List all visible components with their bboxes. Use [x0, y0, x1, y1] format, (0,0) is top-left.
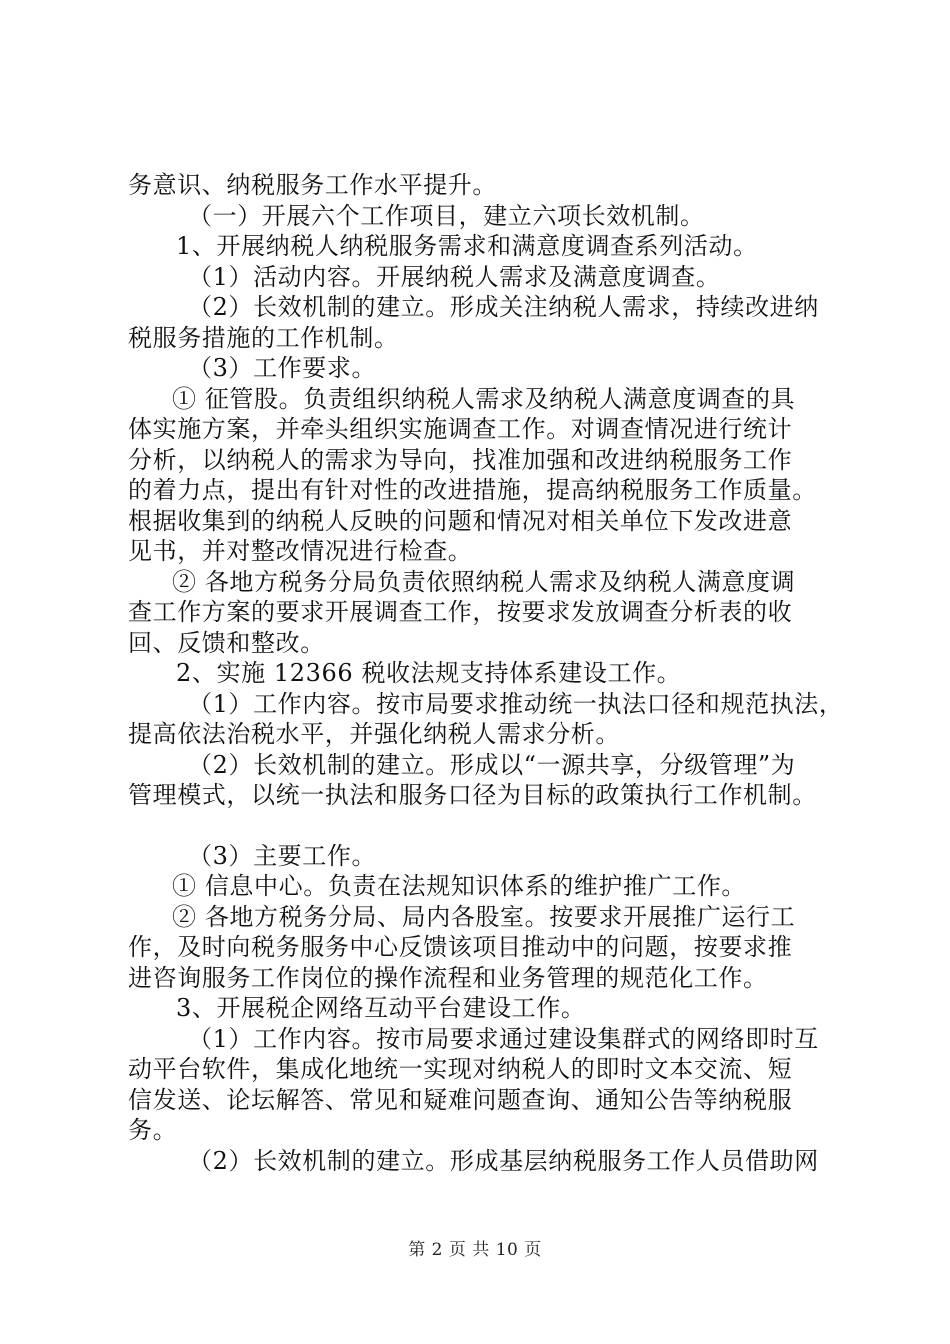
text-line: 动平台软件，集成化地统一实现对纳税人的即时文本交流、短 — [128, 1055, 793, 1083]
text-line: 务意识、纳税服务工作水平提升。 — [128, 171, 497, 199]
text-line: 作，及时向税务服务中心反馈该项目推动中的问题，按要求推 — [128, 933, 793, 961]
text-line: 的着力点，提出有针对性的改进措施，提高纳税服务工作质量。 — [128, 476, 817, 504]
text-line: 查工作方案的要求开展调查工作，按要求发放调查分析表的收 — [128, 598, 793, 626]
section-heading: （一）开展六个工作项目，建立六项长效机制。 — [188, 201, 705, 230]
text-line: （1）活动内容。开展纳税人需求及满意度调查。 — [188, 262, 721, 291]
text-line: 管理模式，以统一执法和服务口径为目标的政策执行工作机制。 — [128, 781, 817, 809]
text-line: 务。 — [128, 1116, 178, 1144]
text-line: ① 征管股。负责组织纳税人需求及纳税人满意度调查的具 — [172, 384, 796, 413]
text-line: 进咨询服务工作岗位的操作流程和业务管理的规范化工作。 — [128, 963, 768, 992]
text-line: （2）长效机制的建立。形成以“一源共享，分级管理”为 — [188, 750, 796, 779]
text-line: ② 各地方税务分局负责依照纳税人需求及纳税人满意度调 — [172, 567, 796, 596]
text-line: 回、反馈和整改。 — [128, 628, 325, 657]
text-line: （3）主要工作。 — [188, 841, 377, 870]
item-heading: 1、开展纳税人纳税服务需求和满意度调查系列活动。 — [176, 232, 758, 260]
text-line: （1）工作内容。按市局要求推动统一执法口径和规范执法， — [188, 689, 844, 718]
item-heading: 2、实施 12366 税收法规支持体系建设工作。 — [176, 659, 682, 687]
text-line: 体实施方案，并牵头组织实施调查工作。对调查情况进行统计 — [128, 415, 793, 443]
text-line: 提高依法治税水平，并强化纳税人需求分析。 — [128, 720, 620, 748]
text-line: 根据收集到的纳税人反映的问题和情况对相关单位下发改进意 — [128, 506, 793, 535]
item-heading: 3、开展税企网络互动平台建设工作。 — [176, 994, 586, 1022]
text-line: 信发送、论坛解答、常见和疑难问题查询、通知公告等纳税服 — [128, 1085, 793, 1114]
text-line: 见书，并对整改情况进行检查。 — [128, 537, 473, 565]
text-line: （2）长效机制的建立。形成基层纳税服务工作人员借助网 — [188, 1146, 819, 1175]
text-line: ① 信息中心。负责在法规知识体系的维护推广工作。 — [172, 872, 747, 900]
document-body — [128, 170, 844, 1176]
page-number-footer: 第 2 页 共 10 页 — [408, 1240, 542, 1260]
blank-line — [128, 811, 838, 841]
text-line: （3）工作要求。 — [188, 354, 377, 382]
text-line: 税服务措施的工作机制。 — [128, 323, 399, 352]
text-line: ② 各地方税务分局、局内各股室。按要求开展推广运行工 — [172, 902, 796, 931]
text-line: 分析，以纳税人的需求为导向，找准加强和改进纳税服务工作 — [128, 445, 793, 474]
text-line: （2）长效机制的建立。形成关注纳税人需求，持续改进纳 — [188, 293, 819, 321]
text-line: （1）工作内容。按市局要求通过建设集群式的网络即时互 — [188, 1024, 819, 1053]
